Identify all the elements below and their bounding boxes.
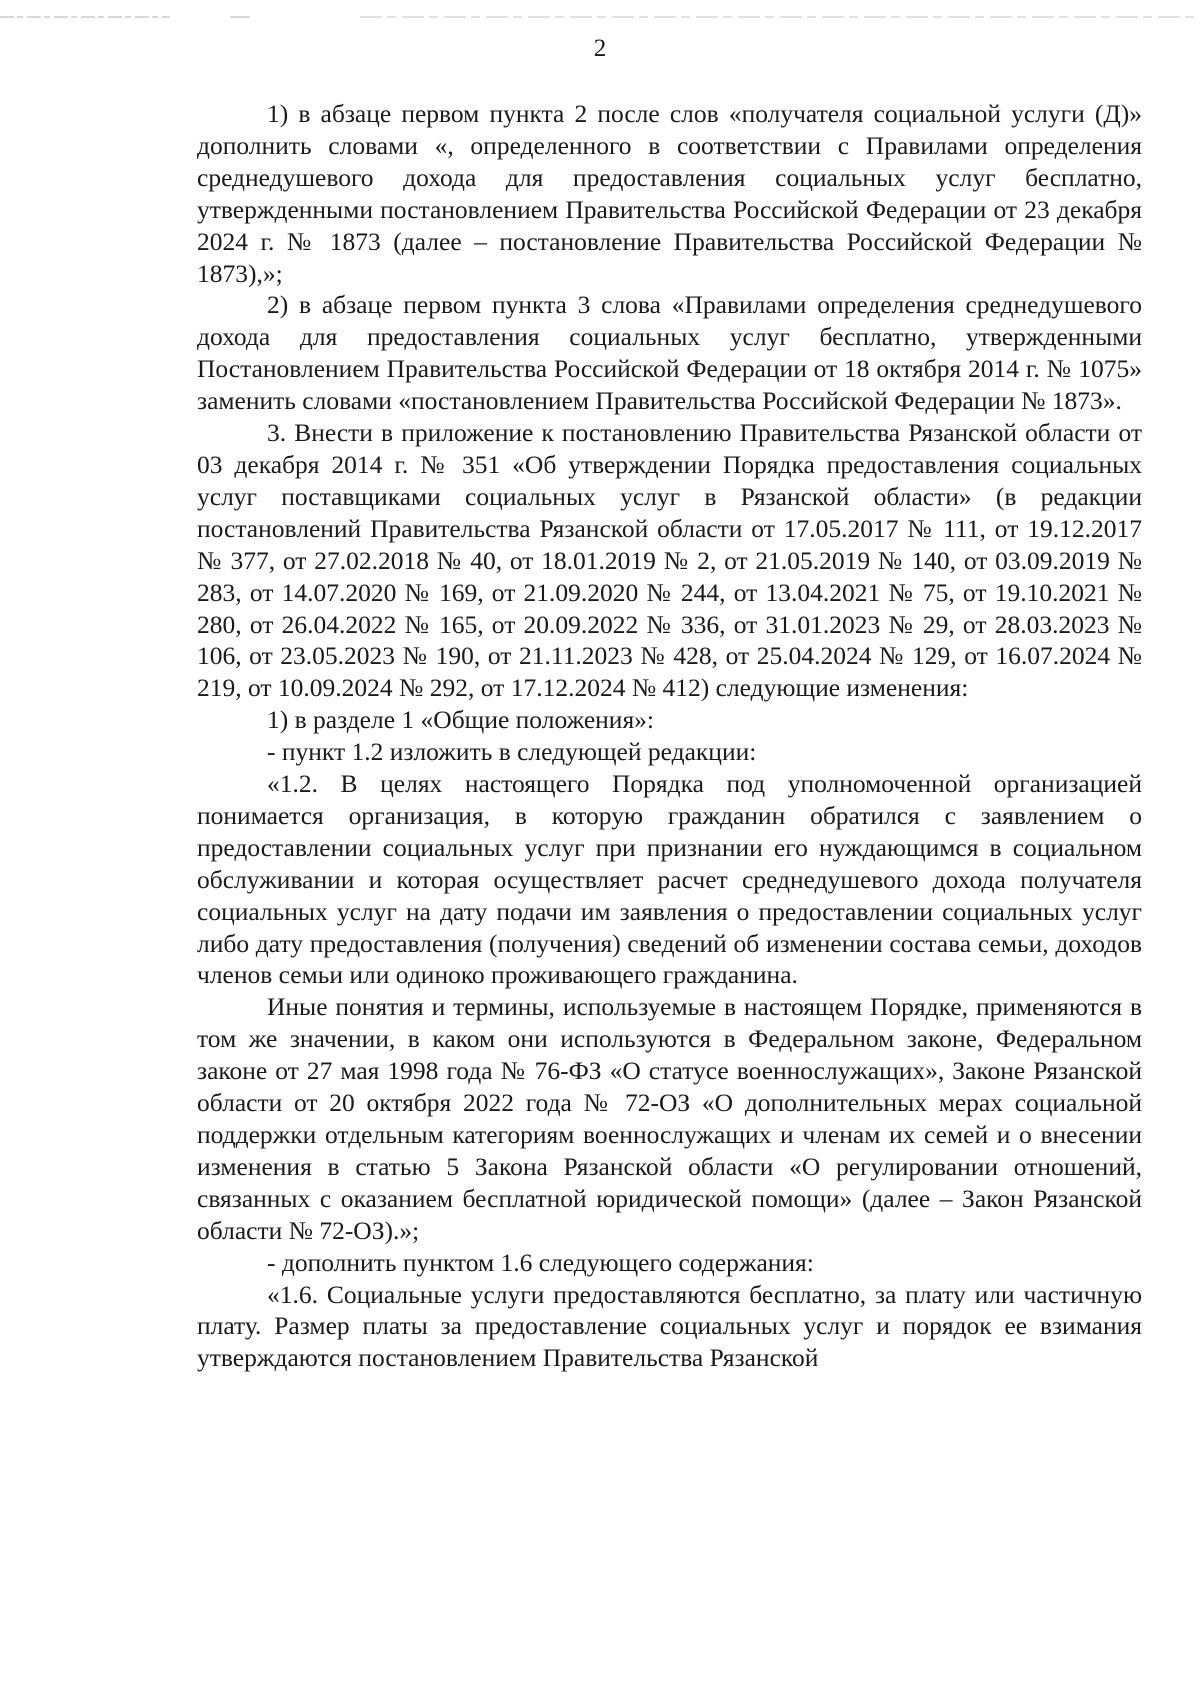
paragraph-item-1: 1) в абзаце первом пункта 2 после слов «получателя социальной услуги (Д)» дополнить словами «, определенного в соответствии с Правилами определения среднедушевого дохода для предоставления социальных услуг бесплатно, утвержденными постановлением Правительства Российской Федерации от 23 декабря 2024 г. № 1873 (далее – постановление Правительства Российской Федерации № 1873),»; bbox=[197, 99, 1142, 288]
paragraph-item-2: 2) в абзаце первом пункта 3 слова «Правилами определения среднедушевого дохода для предоставления социальных услуг бесплатно, утвержденными Постановлением Правительства Российской Федерации от 18 октября 2014 г. № 1075» заменить словами «постановлением Правительства Российской Федерации № 1873». bbox=[197, 290, 1142, 416]
paragraph-subitem-1: 1) в разделе 1 «Общие положения»: bbox=[267, 705, 655, 735]
paragraph-point-1-2: «1.2. В целях настоящего Порядка под уполномоченной организацией понимается организация, в которую гражданин обратился с заявлением о предоставлении социальных услуг при признании его нуждающимся в социальном обслуживании и которая осуществляет расчет среднедушевого дохода получателя социальных услуг на дату подачи им заявления о предоставлении социальных услуг либо дату предоставления (получения) сведений об изменении состава семьи, доходов членов семьи или одиноко проживающего гражданина. bbox=[197, 769, 1142, 990]
paragraph-point-1-6-intro: - дополнить пунктом 1.6 следующего содержания: bbox=[267, 1247, 814, 1277]
scan-artifact-line bbox=[0, 16, 1200, 19]
paragraph-terms: Иные понятия и термины, используемые в настоящем Порядке, применяются в том же значении, в каком они используются в Федеральном законе, Федеральном законе от 27 мая 1998 года № 76-ФЗ «О статусе военнослужащих», Законе Рязанской области от 20 октября 2022 года № 72-ОЗ «О дополнительных мерах социальной поддержки отдельным категориям военнослужащих и членам их семей и о внесении изменения в статью 5 Закона Рязанской области «О регулировании отношений, связанных с оказанием бесплатной юридической помощи» (далее – Закон Рязанской области № 72-ОЗ).»; bbox=[197, 992, 1142, 1245]
paragraph-point-1-2-intro: - пункт 1.2 изложить в следующей редакции: bbox=[267, 737, 757, 767]
page-number: 2 bbox=[593, 35, 607, 62]
paragraph-point-1-6: «1.6. Социальные услуги предоставляются бесплатно, за плату или частичную плату. Размер платы за предоставление социальных услуг и порядок ее взимания утверждаются постановлением Правительства Рязанской bbox=[197, 1279, 1142, 1373]
document-body bbox=[197, 98, 1142, 1374]
paragraph-section-3: 3. Внести в приложение к постановлению Правительства Рязанской области от 03 декабря 2014 г. № 351 «Об утверждении Порядка предоставления социальных услуг поставщиками социальных услуг в Рязанской области» (в редакции постановлений Правительства Рязанской области от 17.05.2017 № 111, от 19.12.2017 № 377, от 27.02.2018 № 40, от 18.01.2019 № 2, от 21.05.2019 № 140, от 03.09.2019 № 283, от 14.07.2020 № 169, от 21.09.2020 № 244, от 13.04.2021 № 75, от 19.10.2021 № 280, от 26.04.2022 № 165, от 20.09.2022 № 336, от 31.01.2023 № 29, от 28.03.2023 № 106, от 23.05.2023 № 190, от 21.11.2023 № 428, от 25.04.2024 № 129, от 16.07.2024 № 219, от 10.09.2024 № 292, от 17.12.2024 № 412) следующие изменения: bbox=[197, 418, 1142, 703]
